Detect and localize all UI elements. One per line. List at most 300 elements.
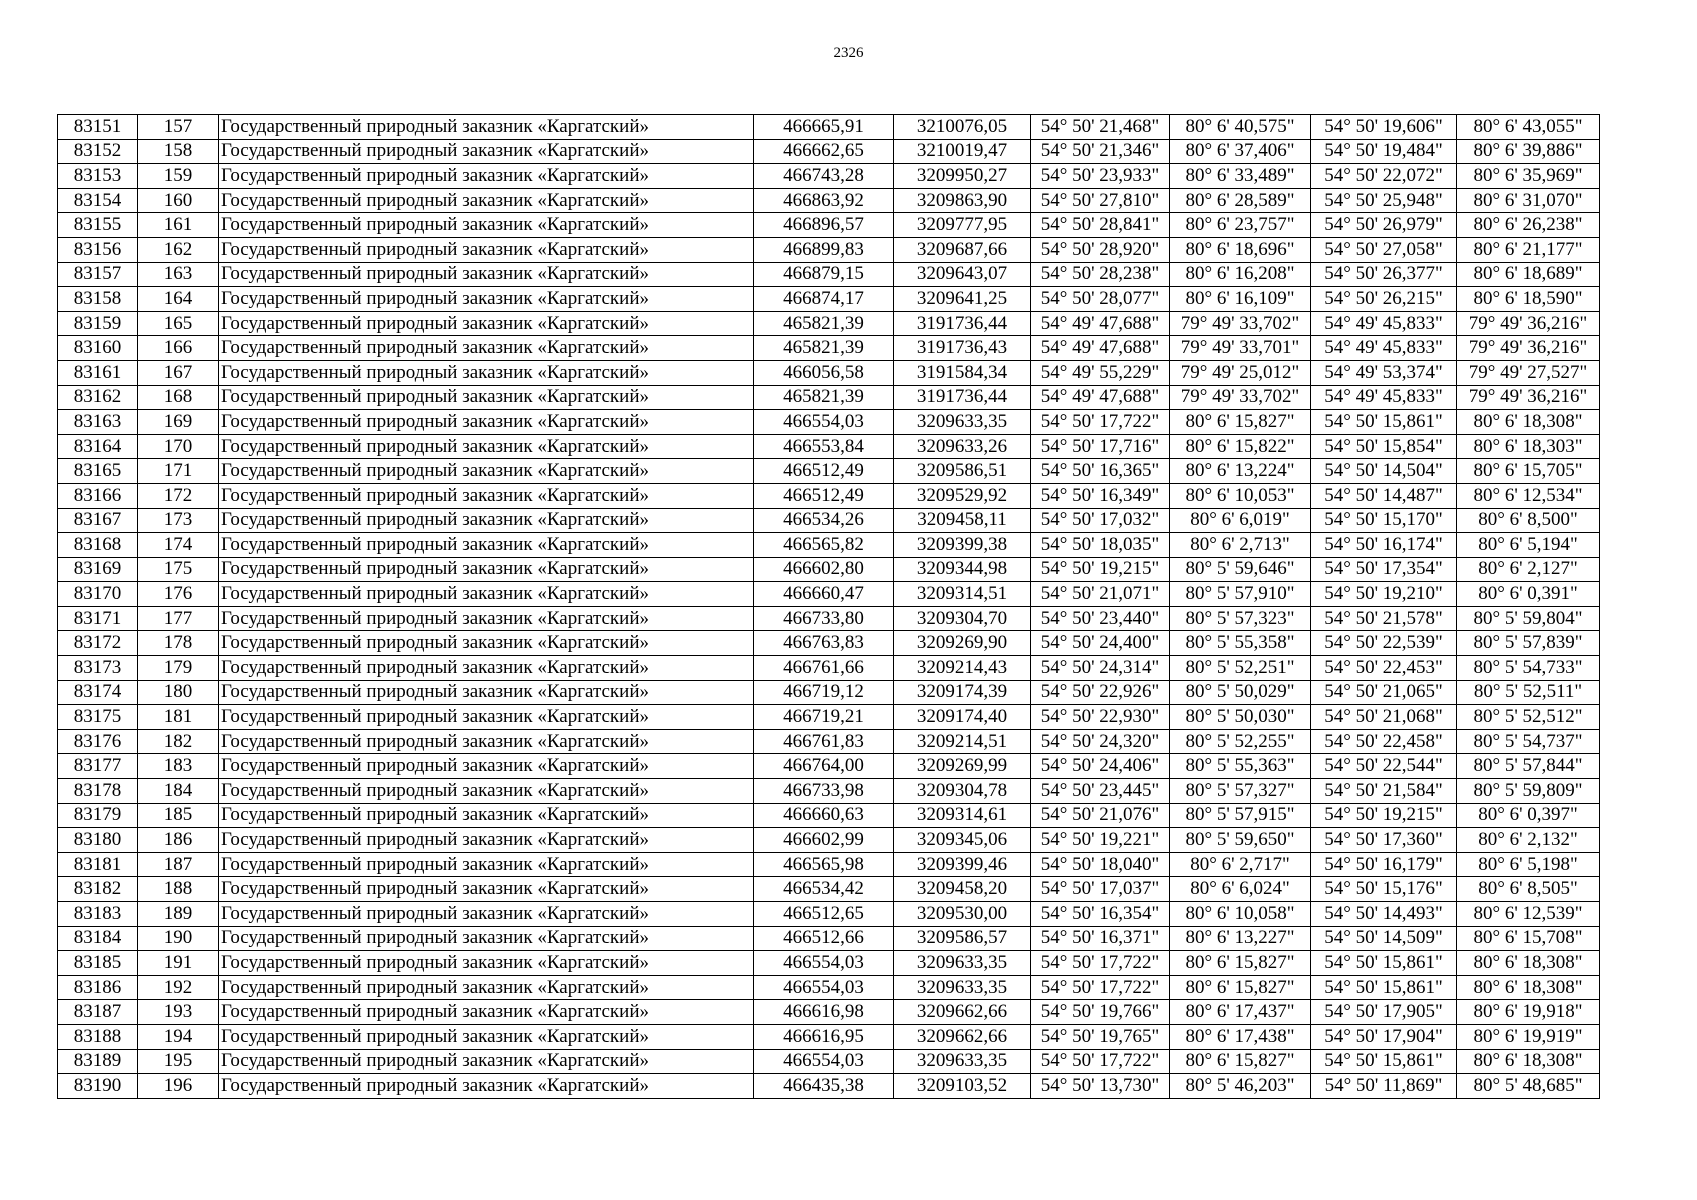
coord-y-cell: 3209863,90 [894, 188, 1031, 213]
table-row [58, 754, 1600, 779]
longitude-1-cell: 80° 6' 15,827" [1170, 951, 1311, 976]
coord-x-cell: 466616,95 [754, 1024, 894, 1049]
record-id-cell: 83151 [58, 115, 138, 140]
longitude-2-cell: 79° 49' 36,216" [1457, 311, 1600, 336]
record-id-cell: 83178 [58, 779, 138, 804]
coord-x-cell: 466435,38 [754, 1074, 894, 1099]
longitude-1-cell: 80° 6' 6,019" [1170, 508, 1311, 533]
coord-x-cell: 466554,03 [754, 975, 894, 1000]
table-row [58, 188, 1600, 213]
longitude-2-cell: 80° 6' 15,705" [1457, 459, 1600, 484]
latitude-2-cell: 54° 50' 22,453" [1311, 656, 1457, 681]
longitude-1-cell: 80° 6' 15,822" [1170, 434, 1311, 459]
reserve-name-cell: Государственный природный заказник «Каргатский» [219, 410, 754, 435]
reserve-name-cell: Государственный природный заказник «Каргатский» [219, 975, 754, 1000]
latitude-1-cell: 54° 50' 24,406" [1031, 754, 1170, 779]
longitude-2-cell: 80° 5' 59,804" [1457, 606, 1600, 631]
latitude-1-cell: 54° 50' 16,354" [1031, 902, 1170, 927]
coord-y-cell: 3209314,51 [894, 582, 1031, 607]
longitude-2-cell: 80° 6' 18,308" [1457, 410, 1600, 435]
record-id-cell: 83180 [58, 828, 138, 853]
reserve-name-cell: Государственный природный заказник «Каргатский» [219, 877, 754, 902]
reserve-name-cell: Государственный природный заказник «Каргатский» [219, 656, 754, 681]
coord-x-cell: 466534,42 [754, 877, 894, 902]
latitude-2-cell: 54° 50' 22,539" [1311, 631, 1457, 656]
reserve-name-cell: Государственный природный заказник «Каргатский» [219, 705, 754, 730]
longitude-2-cell: 80° 5' 54,737" [1457, 729, 1600, 754]
latitude-1-cell: 54° 50' 13,730" [1031, 1074, 1170, 1099]
longitude-1-cell: 80° 6' 16,109" [1170, 287, 1311, 312]
reserve-name-cell: Государственный природный заказник «Каргатский» [219, 631, 754, 656]
longitude-2-cell: 80° 6' 18,689" [1457, 262, 1600, 287]
latitude-1-cell: 54° 50' 24,314" [1031, 656, 1170, 681]
table-row [58, 360, 1600, 385]
table-body [58, 115, 1600, 1099]
longitude-2-cell: 80° 6' 2,127" [1457, 557, 1600, 582]
longitude-2-cell: 80° 5' 52,512" [1457, 705, 1600, 730]
reserve-name-cell: Государственный природный заказник «Каргатский» [219, 533, 754, 558]
longitude-2-cell: 80° 6' 19,919" [1457, 1024, 1600, 1049]
record-id-cell: 83168 [58, 533, 138, 558]
coord-y-cell: 3209174,39 [894, 680, 1031, 705]
latitude-2-cell: 54° 50' 22,544" [1311, 754, 1457, 779]
point-number-cell: 167 [138, 360, 219, 385]
latitude-1-cell: 54° 50' 16,371" [1031, 926, 1170, 951]
point-number-cell: 187 [138, 852, 219, 877]
coord-x-cell: 466056,58 [754, 360, 894, 385]
longitude-2-cell: 80° 5' 48,685" [1457, 1074, 1600, 1099]
latitude-2-cell: 54° 50' 15,176" [1311, 877, 1457, 902]
point-number-cell: 181 [138, 705, 219, 730]
reserve-name-cell: Государственный природный заказник «Каргатский» [219, 237, 754, 262]
coord-x-cell: 466534,26 [754, 508, 894, 533]
coord-y-cell: 3191584,34 [894, 360, 1031, 385]
longitude-2-cell: 80° 6' 18,308" [1457, 951, 1600, 976]
coord-y-cell: 3210076,05 [894, 115, 1031, 140]
coord-y-cell: 3209458,11 [894, 508, 1031, 533]
longitude-1-cell: 79° 49' 33,702" [1170, 385, 1311, 410]
point-number-cell: 168 [138, 385, 219, 410]
point-number-cell: 162 [138, 237, 219, 262]
table-row [58, 483, 1600, 508]
coord-y-cell: 3209633,35 [894, 1049, 1031, 1074]
point-number-cell: 158 [138, 139, 219, 164]
longitude-1-cell: 80° 5' 46,203" [1170, 1074, 1311, 1099]
reserve-name-cell: Государственный природный заказник «Каргатский» [219, 557, 754, 582]
coord-x-cell: 466553,84 [754, 434, 894, 459]
longitude-2-cell: 80° 6' 18,590" [1457, 287, 1600, 312]
table-row [58, 705, 1600, 730]
latitude-1-cell: 54° 50' 18,035" [1031, 533, 1170, 558]
latitude-1-cell: 54° 50' 28,077" [1031, 287, 1170, 312]
latitude-1-cell: 54° 50' 23,440" [1031, 606, 1170, 631]
coord-x-cell: 465821,39 [754, 385, 894, 410]
record-id-cell: 83161 [58, 360, 138, 385]
longitude-1-cell: 80° 5' 55,363" [1170, 754, 1311, 779]
reserve-name-cell: Государственный природный заказник «Каргатский» [219, 434, 754, 459]
coord-y-cell: 3209103,52 [894, 1074, 1031, 1099]
point-number-cell: 172 [138, 483, 219, 508]
longitude-2-cell: 80° 6' 5,194" [1457, 533, 1600, 558]
table-row [58, 139, 1600, 164]
coord-y-cell: 3209687,66 [894, 237, 1031, 262]
point-number-cell: 192 [138, 975, 219, 1000]
longitude-2-cell: 80° 5' 59,809" [1457, 779, 1600, 804]
coord-y-cell: 3209662,66 [894, 1024, 1031, 1049]
coord-x-cell: 466761,83 [754, 729, 894, 754]
coordinates-table [57, 114, 1600, 1099]
longitude-1-cell: 79° 49' 33,701" [1170, 336, 1311, 361]
longitude-1-cell: 80° 6' 28,589" [1170, 188, 1311, 213]
latitude-1-cell: 54° 50' 17,037" [1031, 877, 1170, 902]
latitude-2-cell: 54° 50' 22,072" [1311, 164, 1457, 189]
table-row [58, 803, 1600, 828]
latitude-1-cell: 54° 50' 17,722" [1031, 951, 1170, 976]
latitude-2-cell: 54° 50' 15,861" [1311, 951, 1457, 976]
latitude-2-cell: 54° 49' 53,374" [1311, 360, 1457, 385]
coord-y-cell: 3209641,25 [894, 287, 1031, 312]
coord-y-cell: 3191736,43 [894, 336, 1031, 361]
longitude-2-cell: 79° 49' 27,527" [1457, 360, 1600, 385]
record-id-cell: 83160 [58, 336, 138, 361]
point-number-cell: 165 [138, 311, 219, 336]
coord-x-cell: 466554,03 [754, 1049, 894, 1074]
coord-y-cell: 3209399,38 [894, 533, 1031, 558]
latitude-1-cell: 54° 49' 55,229" [1031, 360, 1170, 385]
coord-x-cell: 466662,65 [754, 139, 894, 164]
longitude-2-cell: 80° 6' 31,070" [1457, 188, 1600, 213]
reserve-name-cell: Государственный природный заказник «Каргатский» [219, 582, 754, 607]
latitude-2-cell: 54° 49' 45,833" [1311, 311, 1457, 336]
longitude-1-cell: 80° 5' 57,323" [1170, 606, 1311, 631]
coord-x-cell: 466512,49 [754, 483, 894, 508]
point-number-cell: 179 [138, 656, 219, 681]
coord-y-cell: 3209633,35 [894, 951, 1031, 976]
longitude-2-cell: 80° 6' 8,505" [1457, 877, 1600, 902]
longitude-2-cell: 80° 6' 0,397" [1457, 803, 1600, 828]
coord-y-cell: 3209643,07 [894, 262, 1031, 287]
coord-x-cell: 466565,98 [754, 852, 894, 877]
longitude-2-cell: 80° 6' 35,969" [1457, 164, 1600, 189]
coord-y-cell: 3209214,51 [894, 729, 1031, 754]
reserve-name-cell: Государственный природный заказник «Каргатский» [219, 1024, 754, 1049]
table-row [58, 582, 1600, 607]
point-number-cell: 169 [138, 410, 219, 435]
coord-y-cell: 3210019,47 [894, 139, 1031, 164]
table-row [58, 1049, 1600, 1074]
coord-y-cell: 3209269,99 [894, 754, 1031, 779]
coord-x-cell: 466719,21 [754, 705, 894, 730]
latitude-2-cell: 54° 50' 17,904" [1311, 1024, 1457, 1049]
coord-y-cell: 3209586,57 [894, 926, 1031, 951]
coord-y-cell: 3209586,51 [894, 459, 1031, 484]
table-row [58, 852, 1600, 877]
coord-y-cell: 3209344,98 [894, 557, 1031, 582]
coord-x-cell: 466665,91 [754, 115, 894, 140]
table-row [58, 1024, 1600, 1049]
point-number-cell: 184 [138, 779, 219, 804]
table-row [58, 336, 1600, 361]
reserve-name-cell: Государственный природный заказник «Каргатский» [219, 803, 754, 828]
coord-x-cell: 465821,39 [754, 311, 894, 336]
reserve-name-cell: Государственный природный заказник «Каргатский» [219, 951, 754, 976]
longitude-1-cell: 80° 5' 57,327" [1170, 779, 1311, 804]
coord-y-cell: 3209633,35 [894, 410, 1031, 435]
table-row [58, 680, 1600, 705]
point-number-cell: 160 [138, 188, 219, 213]
record-id-cell: 83154 [58, 188, 138, 213]
latitude-1-cell: 54° 50' 17,722" [1031, 410, 1170, 435]
latitude-2-cell: 54° 49' 45,833" [1311, 336, 1457, 361]
longitude-1-cell: 80° 5' 50,029" [1170, 680, 1311, 705]
latitude-2-cell: 54° 50' 19,484" [1311, 139, 1457, 164]
table-row [58, 115, 1600, 140]
longitude-1-cell: 80° 6' 6,024" [1170, 877, 1311, 902]
coord-y-cell: 3209529,92 [894, 483, 1031, 508]
record-id-cell: 83179 [58, 803, 138, 828]
latitude-1-cell: 54° 50' 17,032" [1031, 508, 1170, 533]
latitude-1-cell: 54° 50' 27,810" [1031, 188, 1170, 213]
longitude-2-cell: 80° 6' 18,303" [1457, 434, 1600, 459]
record-id-cell: 83182 [58, 877, 138, 902]
longitude-2-cell: 80° 6' 0,391" [1457, 582, 1600, 607]
latitude-2-cell: 54° 50' 26,979" [1311, 213, 1457, 238]
table-row [58, 287, 1600, 312]
longitude-2-cell: 80° 6' 8,500" [1457, 508, 1600, 533]
longitude-2-cell: 80° 6' 43,055" [1457, 115, 1600, 140]
longitude-1-cell: 80° 6' 17,438" [1170, 1024, 1311, 1049]
latitude-1-cell: 54° 50' 19,221" [1031, 828, 1170, 853]
coord-y-cell: 3209458,20 [894, 877, 1031, 902]
latitude-2-cell: 54° 50' 15,861" [1311, 1049, 1457, 1074]
record-id-cell: 83176 [58, 729, 138, 754]
reserve-name-cell: Государственный природный заказник «Каргатский» [219, 483, 754, 508]
coord-x-cell: 466896,57 [754, 213, 894, 238]
latitude-2-cell: 54° 50' 15,854" [1311, 434, 1457, 459]
reserve-name-cell: Государственный природный заказник «Каргатский» [219, 852, 754, 877]
reserve-name-cell: Государственный природный заказник «Каргатский» [219, 754, 754, 779]
record-id-cell: 83155 [58, 213, 138, 238]
reserve-name-cell: Государственный природный заказник «Каргатский» [219, 779, 754, 804]
table-row [58, 828, 1600, 853]
longitude-1-cell: 80° 5' 57,915" [1170, 803, 1311, 828]
coord-x-cell: 466763,83 [754, 631, 894, 656]
latitude-2-cell: 54° 50' 11,869" [1311, 1074, 1457, 1099]
record-id-cell: 83169 [58, 557, 138, 582]
point-number-cell: 196 [138, 1074, 219, 1099]
reserve-name-cell: Государственный природный заказник «Каргатский» [219, 360, 754, 385]
point-number-cell: 190 [138, 926, 219, 951]
coord-y-cell: 3209530,00 [894, 902, 1031, 927]
point-number-cell: 166 [138, 336, 219, 361]
latitude-1-cell: 54° 50' 16,349" [1031, 483, 1170, 508]
reserve-name-cell: Государственный природный заказник «Каргатский» [219, 164, 754, 189]
table-row [58, 631, 1600, 656]
coord-y-cell: 3209633,26 [894, 434, 1031, 459]
coord-x-cell: 466899,83 [754, 237, 894, 262]
point-number-cell: 183 [138, 754, 219, 779]
point-number-cell: 182 [138, 729, 219, 754]
latitude-1-cell: 54° 50' 21,076" [1031, 803, 1170, 828]
coord-x-cell: 466554,03 [754, 951, 894, 976]
latitude-2-cell: 54° 50' 19,210" [1311, 582, 1457, 607]
table-row [58, 533, 1600, 558]
latitude-1-cell: 54° 50' 23,445" [1031, 779, 1170, 804]
longitude-1-cell: 80° 6' 23,757" [1170, 213, 1311, 238]
record-id-cell: 83172 [58, 631, 138, 656]
reserve-name-cell: Государственный природный заказник «Каргатский» [219, 115, 754, 140]
point-number-cell: 177 [138, 606, 219, 631]
latitude-2-cell: 54° 50' 17,905" [1311, 1000, 1457, 1025]
reserve-name-cell: Государственный природный заказник «Каргатский» [219, 262, 754, 287]
latitude-1-cell: 54° 49' 47,688" [1031, 336, 1170, 361]
coord-x-cell: 466863,92 [754, 188, 894, 213]
reserve-name-cell: Государственный природный заказник «Каргатский» [219, 1049, 754, 1074]
latitude-1-cell: 54° 50' 17,722" [1031, 975, 1170, 1000]
latitude-1-cell: 54° 50' 19,765" [1031, 1024, 1170, 1049]
longitude-2-cell: 80° 6' 21,177" [1457, 237, 1600, 262]
latitude-1-cell: 54° 50' 22,930" [1031, 705, 1170, 730]
coord-y-cell: 3209633,35 [894, 975, 1031, 1000]
table-row [58, 951, 1600, 976]
latitude-2-cell: 54° 49' 45,833" [1311, 385, 1457, 410]
longitude-2-cell: 80° 6' 12,534" [1457, 483, 1600, 508]
latitude-2-cell: 54° 50' 21,068" [1311, 705, 1457, 730]
longitude-2-cell: 80° 6' 5,198" [1457, 852, 1600, 877]
table-row [58, 656, 1600, 681]
coord-y-cell: 3209950,27 [894, 164, 1031, 189]
latitude-2-cell: 54° 50' 19,606" [1311, 115, 1457, 140]
longitude-2-cell: 79° 49' 36,216" [1457, 385, 1600, 410]
point-number-cell: 175 [138, 557, 219, 582]
coord-x-cell: 466565,82 [754, 533, 894, 558]
record-id-cell: 83188 [58, 1024, 138, 1049]
coord-y-cell: 3209314,61 [894, 803, 1031, 828]
reserve-name-cell: Государственный природный заказник «Каргатский» [219, 188, 754, 213]
table-row [58, 779, 1600, 804]
longitude-2-cell: 80° 6' 26,238" [1457, 213, 1600, 238]
coord-x-cell: 465821,39 [754, 336, 894, 361]
record-id-cell: 83162 [58, 385, 138, 410]
longitude-1-cell: 80° 5' 50,030" [1170, 705, 1311, 730]
latitude-1-cell: 54° 49' 47,688" [1031, 311, 1170, 336]
reserve-name-cell: Государственный природный заказник «Каргатский» [219, 336, 754, 361]
coord-x-cell: 466743,28 [754, 164, 894, 189]
record-id-cell: 83189 [58, 1049, 138, 1074]
record-id-cell: 83158 [58, 287, 138, 312]
latitude-1-cell: 54° 50' 21,071" [1031, 582, 1170, 607]
coord-y-cell: 3209174,40 [894, 705, 1031, 730]
longitude-2-cell: 80° 6' 12,539" [1457, 902, 1600, 927]
longitude-1-cell: 80° 6' 15,827" [1170, 1049, 1311, 1074]
latitude-2-cell: 54° 50' 17,360" [1311, 828, 1457, 853]
longitude-1-cell: 79° 49' 25,012" [1170, 360, 1311, 385]
coord-x-cell: 466719,12 [754, 680, 894, 705]
table-row [58, 262, 1600, 287]
point-number-cell: 186 [138, 828, 219, 853]
latitude-2-cell: 54° 50' 21,578" [1311, 606, 1457, 631]
longitude-2-cell: 80° 6' 2,132" [1457, 828, 1600, 853]
table-row [58, 410, 1600, 435]
latitude-1-cell: 54° 50' 21,468" [1031, 115, 1170, 140]
longitude-2-cell: 80° 5' 57,839" [1457, 631, 1600, 656]
longitude-1-cell: 80° 6' 37,406" [1170, 139, 1311, 164]
latitude-2-cell: 54° 50' 15,861" [1311, 410, 1457, 435]
table-row [58, 557, 1600, 582]
coord-x-cell: 466602,80 [754, 557, 894, 582]
coord-y-cell: 3209269,90 [894, 631, 1031, 656]
record-id-cell: 83171 [58, 606, 138, 631]
table-row [58, 877, 1600, 902]
longitude-1-cell: 80° 6' 33,489" [1170, 164, 1311, 189]
table-row [58, 729, 1600, 754]
page-number: 2326 [833, 45, 864, 61]
point-number-cell: 195 [138, 1049, 219, 1074]
record-id-cell: 83167 [58, 508, 138, 533]
record-id-cell: 83157 [58, 262, 138, 287]
point-number-cell: 170 [138, 434, 219, 459]
point-number-cell: 193 [138, 1000, 219, 1025]
longitude-1-cell: 80° 5' 52,251" [1170, 656, 1311, 681]
longitude-2-cell: 80° 5' 57,844" [1457, 754, 1600, 779]
coord-x-cell: 466616,98 [754, 1000, 894, 1025]
record-id-cell: 83152 [58, 139, 138, 164]
longitude-2-cell: 80° 6' 18,308" [1457, 1049, 1600, 1074]
coord-x-cell: 466874,17 [754, 287, 894, 312]
longitude-1-cell: 80° 6' 40,575" [1170, 115, 1311, 140]
coord-y-cell: 3209777,95 [894, 213, 1031, 238]
longitude-2-cell: 80° 6' 15,708" [1457, 926, 1600, 951]
latitude-2-cell: 54° 50' 15,170" [1311, 508, 1457, 533]
latitude-2-cell: 54° 50' 15,861" [1311, 975, 1457, 1000]
record-id-cell: 83177 [58, 754, 138, 779]
coord-y-cell: 3209345,06 [894, 828, 1031, 853]
point-number-cell: 178 [138, 631, 219, 656]
latitude-2-cell: 54° 50' 21,584" [1311, 779, 1457, 804]
latitude-1-cell: 54° 50' 22,926" [1031, 680, 1170, 705]
longitude-2-cell: 80° 5' 54,733" [1457, 656, 1600, 681]
reserve-name-cell: Государственный природный заказник «Каргатский» [219, 385, 754, 410]
coord-x-cell: 466512,66 [754, 926, 894, 951]
latitude-1-cell: 54° 50' 24,400" [1031, 631, 1170, 656]
record-id-cell: 83156 [58, 237, 138, 262]
table-row [58, 459, 1600, 484]
coord-y-cell: 3209399,46 [894, 852, 1031, 877]
latitude-1-cell: 54° 50' 19,766" [1031, 1000, 1170, 1025]
coord-y-cell: 3209214,43 [894, 656, 1031, 681]
longitude-1-cell: 80° 6' 13,227" [1170, 926, 1311, 951]
table-row [58, 385, 1600, 410]
latitude-1-cell: 54° 50' 21,346" [1031, 139, 1170, 164]
latitude-2-cell: 54° 50' 16,179" [1311, 852, 1457, 877]
reserve-name-cell: Государственный природный заказник «Каргатский» [219, 1074, 754, 1099]
coord-x-cell: 466660,47 [754, 582, 894, 607]
record-id-cell: 83174 [58, 680, 138, 705]
latitude-2-cell: 54° 50' 14,493" [1311, 902, 1457, 927]
longitude-2-cell: 80° 6' 18,308" [1457, 975, 1600, 1000]
latitude-1-cell: 54° 50' 17,716" [1031, 434, 1170, 459]
point-number-cell: 194 [138, 1024, 219, 1049]
record-id-cell: 83163 [58, 410, 138, 435]
reserve-name-cell: Государственный природный заказник «Каргатский» [219, 606, 754, 631]
point-number-cell: 185 [138, 803, 219, 828]
latitude-2-cell: 54° 50' 14,487" [1311, 483, 1457, 508]
table-row [58, 975, 1600, 1000]
longitude-1-cell: 80° 6' 2,717" [1170, 852, 1311, 877]
coord-x-cell: 466554,03 [754, 410, 894, 435]
coord-x-cell: 466764,00 [754, 754, 894, 779]
record-id-cell: 83159 [58, 311, 138, 336]
